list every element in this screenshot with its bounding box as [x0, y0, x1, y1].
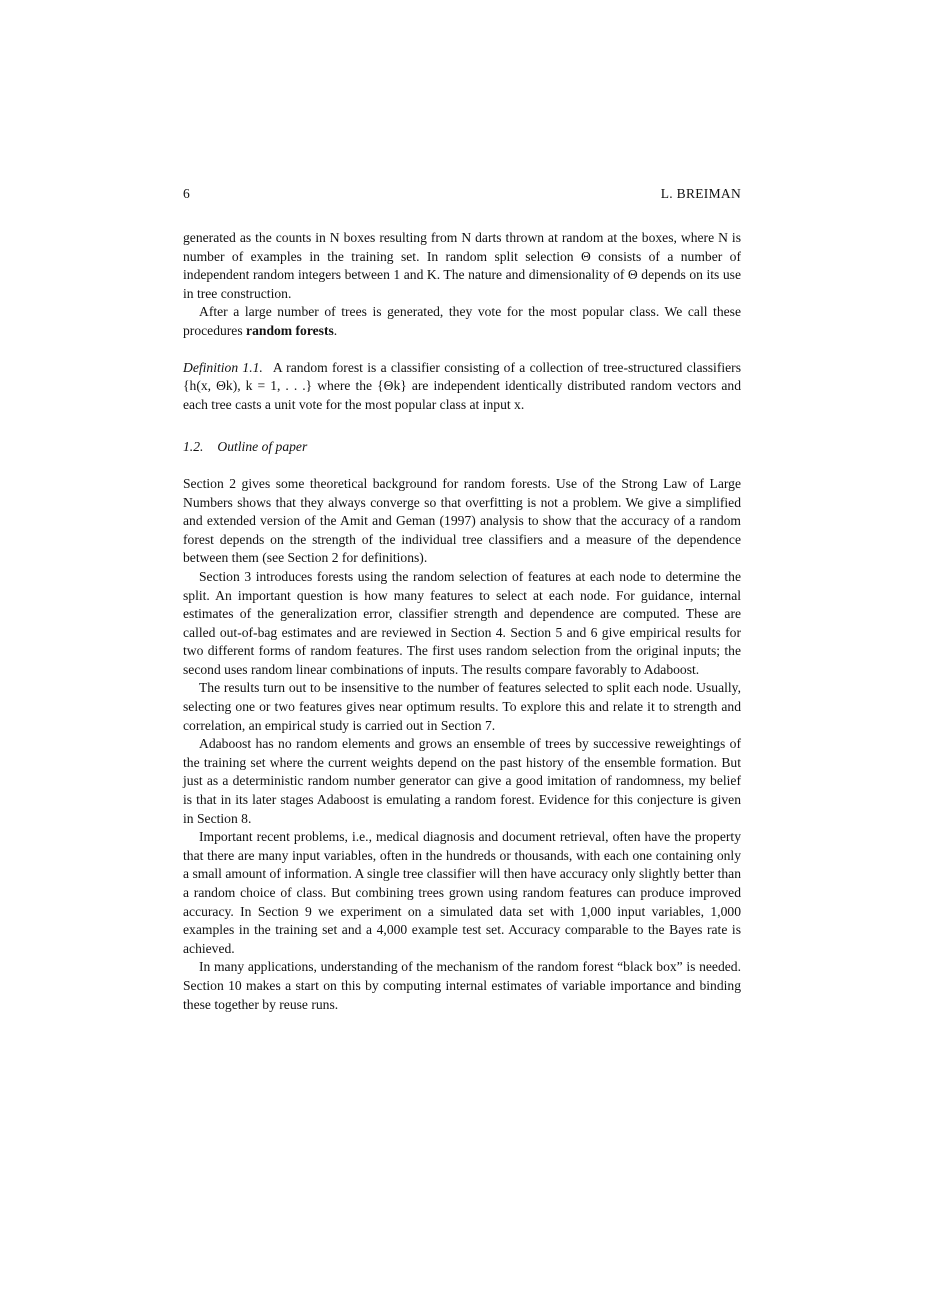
subsection-title: Outline of paper	[217, 439, 308, 455]
intro-p2-text: After a large number of trees is generated, they vote for the most popular class. We call these procedures	[183, 304, 741, 338]
running-header	[183, 185, 741, 203]
outline-paragraph-3: The results turn out to be insensitive to the number of features selected to split each node. Usually, selecting one or two features gives near optimum results. To explore this and relate it to strength and correlation, an empirical study is carried out in Section 7.	[183, 680, 741, 733]
intro-paragraph-1: generated as the counts in N boxes resulting from N darts thrown at random at the boxes, where N is number of examples in the training set. In random split selection Θ consists of a number of independent random integers between 1 and K. The nature and dimensionality of Θ depends on its use in tree construction.	[183, 230, 741, 301]
outline-paragraph-1: Section 2 gives some theoretical background for random forests. Use of the Strong Law of Large Numbers shows that they always converge so that overfitting is not a problem. We give a simplified and extended version of the Amit and Geman (1997) analysis to show that the accuracy of a random forest depends on the strength of the individual tree classifiers and a measure of the dependence between them (see Section 2 for definitions).	[183, 475, 741, 566]
definition-text: A random forest is a classifier consisting of a collection of tree-structured classifiers {h(x, Θk), k = 1, . . .} where the {Θk} are independent identically distributed random vectors and each tree casts a unit vote for the most popular class at input x.	[183, 359, 741, 412]
subsection-heading	[183, 438, 741, 457]
outline-paragraph-4: Adaboost has no random elements and grows an ensemble of trees by successive reweightings of the training set where the current weights depend on the past history of the ensemble formation. But just as a deterministic random number generator can give a good imitation of randomness, my belief is that in its later stages Adaboost is emulating a random forest. Evidence for this conjecture is given in Section 8.	[183, 736, 741, 826]
outline-paragraph-6: In many applications, understanding of the mechanism of the random forest “black box” is needed. Section 10 makes a start on this by computing internal estimates of variable importance and binding these together by reuse runs.	[183, 959, 741, 1012]
body-text	[183, 229, 741, 1014]
intro-paragraph-2	[183, 303, 741, 340]
outline-paragraph-5: Important recent problems, i.e., medical diagnosis and document retrieval, often have the property that there are many input variables, often in the hundreds or thousands, with each one containing only a small amount of information. A single tree classifier will then have accuracy only slightly better than a random choice of class. But combining trees grown using random features can produce improved accuracy. In Section 9 we experiment on a simulated data set with 1,000 input variables, 1,000 examples in the training set and a 4,000 example test set. Accuracy comparable to the Bayes rate is achieved.	[183, 829, 741, 956]
definition-label: Definition 1.1.	[183, 359, 263, 375]
intro-p2-end: .	[333, 322, 338, 338]
definition-1-1	[183, 359, 741, 415]
outline-paragraph-2: Section 3 introduces forests using the random selection of features at each node to determine the split. An important question is how many features to select at each node. For guidance, internal estimates of the generalization error, classifier strength and dependence are computed. These are called out-of-bag estimates and are reviewed in Section 4. Section 5 and 6 give empirical results for two different forms of random features. The first uses random selection from the original inputs; the second uses random linear combinations of inputs. The results compare favorably to Adaboost.	[183, 568, 741, 677]
running-author: L. BREIMAN	[660, 186, 741, 201]
page-number: 6	[183, 186, 190, 201]
random-forests-term: random forests	[246, 322, 334, 338]
subsection-number: 1.2.	[183, 439, 204, 455]
